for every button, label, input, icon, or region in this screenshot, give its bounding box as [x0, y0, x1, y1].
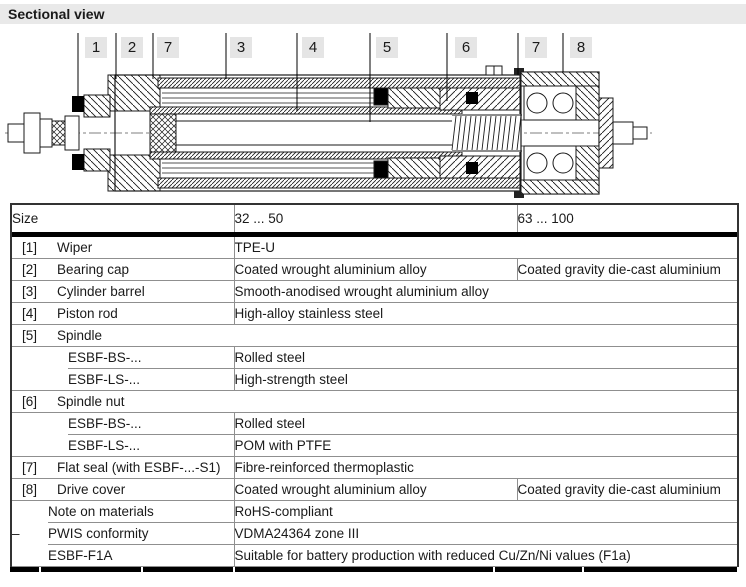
- merged-empty-cell: [11, 413, 68, 457]
- cylinder-drawing: [0, 24, 746, 200]
- item-number: [2]: [22, 262, 38, 277]
- item-name: Piston rod: [57, 306, 118, 321]
- row-drive-cover-value-large: Coated gravity die-cast aluminium: [517, 479, 738, 501]
- item-number: [4]: [22, 306, 38, 321]
- row-cylinder-barrel: [11, 281, 738, 303]
- row-pwis-value: VDMA24364 zone III: [234, 523, 738, 545]
- item-name: Cylinder barrel: [57, 284, 145, 299]
- bar-gap: [39, 567, 41, 572]
- bar-gap: [582, 567, 584, 572]
- row-bearing-cap-value-small: Coated wrought aluminium alloy: [234, 259, 517, 281]
- catalog-page: [0, 4, 746, 587]
- spindle: [176, 114, 522, 152]
- materials-table: [10, 203, 739, 567]
- item-name: Bearing cap: [57, 262, 130, 277]
- row-flat-seal-label: [11, 457, 234, 479]
- row-spindle-ls-label: ESBF-LS-...: [68, 369, 234, 391]
- item-name: Drive cover: [57, 482, 126, 497]
- row-pwis-conformity: [11, 523, 738, 545]
- callout-box-4: 4: [302, 37, 324, 58]
- row-drive-cover-label: [11, 479, 234, 501]
- callout-box-2: 2: [121, 37, 143, 58]
- callout-box-7b: 7: [525, 37, 547, 58]
- sensor-screw: [486, 66, 502, 75]
- row-spindle-nut-bs: [11, 413, 738, 435]
- item-number: [3]: [22, 284, 38, 299]
- item-number: [8]: [22, 482, 38, 497]
- table-bottom-bar: [10, 567, 737, 572]
- range-small-header: 32 ... 50: [234, 204, 517, 232]
- row-spindle: [11, 325, 738, 347]
- callout-box-5: 5: [376, 37, 398, 58]
- row-spindle-bs: [11, 347, 738, 369]
- row-flat-seal-value: Fibre-reinforced thermoplastic: [234, 457, 738, 479]
- row-spindle-nut-ls-label: ESBF-LS-...: [68, 435, 234, 457]
- row-note-on-materials: [11, 501, 738, 523]
- row-piston-rod-value: High-alloy stainless steel: [234, 303, 738, 325]
- row-f1a-label: ESBF-F1A: [48, 545, 234, 567]
- item-number: [6]: [22, 394, 38, 409]
- item-name: Spindle nut: [57, 394, 125, 409]
- row-drive-cover: [11, 479, 738, 501]
- row-piston-rod-label: [11, 303, 234, 325]
- item-name: Flat seal (with ESBF-...-S1): [57, 460, 221, 475]
- row-spindle-nut-bs-value: Rolled steel: [234, 413, 738, 435]
- row-spindle-nut-ls-value: POM with PTFE: [234, 435, 738, 457]
- row-note-label: Note on materials: [48, 501, 234, 523]
- range-large-header: 63 ... 100: [517, 204, 738, 232]
- row-cylinder-barrel-label: [11, 281, 234, 303]
- row-bearing-cap: [11, 259, 738, 281]
- sectional-view-figure: [0, 24, 746, 200]
- output-shaft: [599, 98, 647, 168]
- callout-box-1: 1: [85, 37, 107, 58]
- row-note-value: RoHS-compliant: [234, 501, 738, 523]
- callout-box-8: 8: [570, 37, 592, 58]
- row-spindle-bs-value: Rolled steel: [234, 347, 738, 369]
- section-header: [0, 4, 746, 24]
- row-f1a-value: Suitable for battery production with reduced Cu/Zn/Ni values (F1a): [234, 545, 738, 567]
- row-wiper: [11, 237, 738, 259]
- item-name: Spindle: [57, 328, 103, 343]
- row-bearing-cap-label: [11, 259, 234, 281]
- piston-rod-end-left: [8, 113, 79, 153]
- row-spindle-bs-label: ESBF-BS-...: [68, 347, 234, 369]
- row-wiper-label: [11, 237, 234, 259]
- row-piston-rod: [11, 303, 738, 325]
- row-wiper-value: TPE-U: [234, 237, 738, 259]
- row-spindle-nut-label: [11, 391, 738, 413]
- table-header-row: [11, 204, 738, 232]
- row-spindle-ls-value: High-strength steel: [234, 369, 738, 391]
- row-spindle-ls: [11, 369, 738, 391]
- callout-box-7a: 7: [157, 37, 179, 58]
- row-bearing-cap-value-large: Coated gravity die-cast aluminium: [517, 259, 738, 281]
- size-header: Size: [12, 211, 39, 226]
- row-spindle-nut-ls: [11, 435, 738, 457]
- item-number: [5]: [22, 328, 38, 343]
- notes-dash-cell: –: [11, 501, 48, 567]
- row-spindle-label: [11, 325, 738, 347]
- item-name: Wiper: [57, 240, 93, 255]
- row-pwis-label: PWIS conformity: [48, 523, 234, 545]
- bar-gap: [141, 567, 143, 572]
- callout-box-3: 3: [230, 37, 252, 58]
- row-cylinder-barrel-value: Smooth-anodised wrought aluminium alloy: [234, 281, 738, 303]
- merged-empty-cell: [11, 347, 68, 391]
- item-number: [1]: [22, 240, 38, 255]
- row-esbf-f1a: [11, 545, 738, 567]
- bar-gap: [493, 567, 495, 572]
- row-flat-seal: [11, 457, 738, 479]
- row-spindle-nut-bs-label: ESBF-BS-...: [68, 413, 234, 435]
- row-drive-cover-value-small: Coated wrought aluminium alloy: [234, 479, 517, 501]
- section-title: Sectional view: [8, 6, 105, 22]
- callout-box-6: 6: [455, 37, 477, 58]
- row-spindle-nut: [11, 391, 738, 413]
- bar-gap: [233, 567, 235, 572]
- item-number: [7]: [22, 460, 38, 475]
